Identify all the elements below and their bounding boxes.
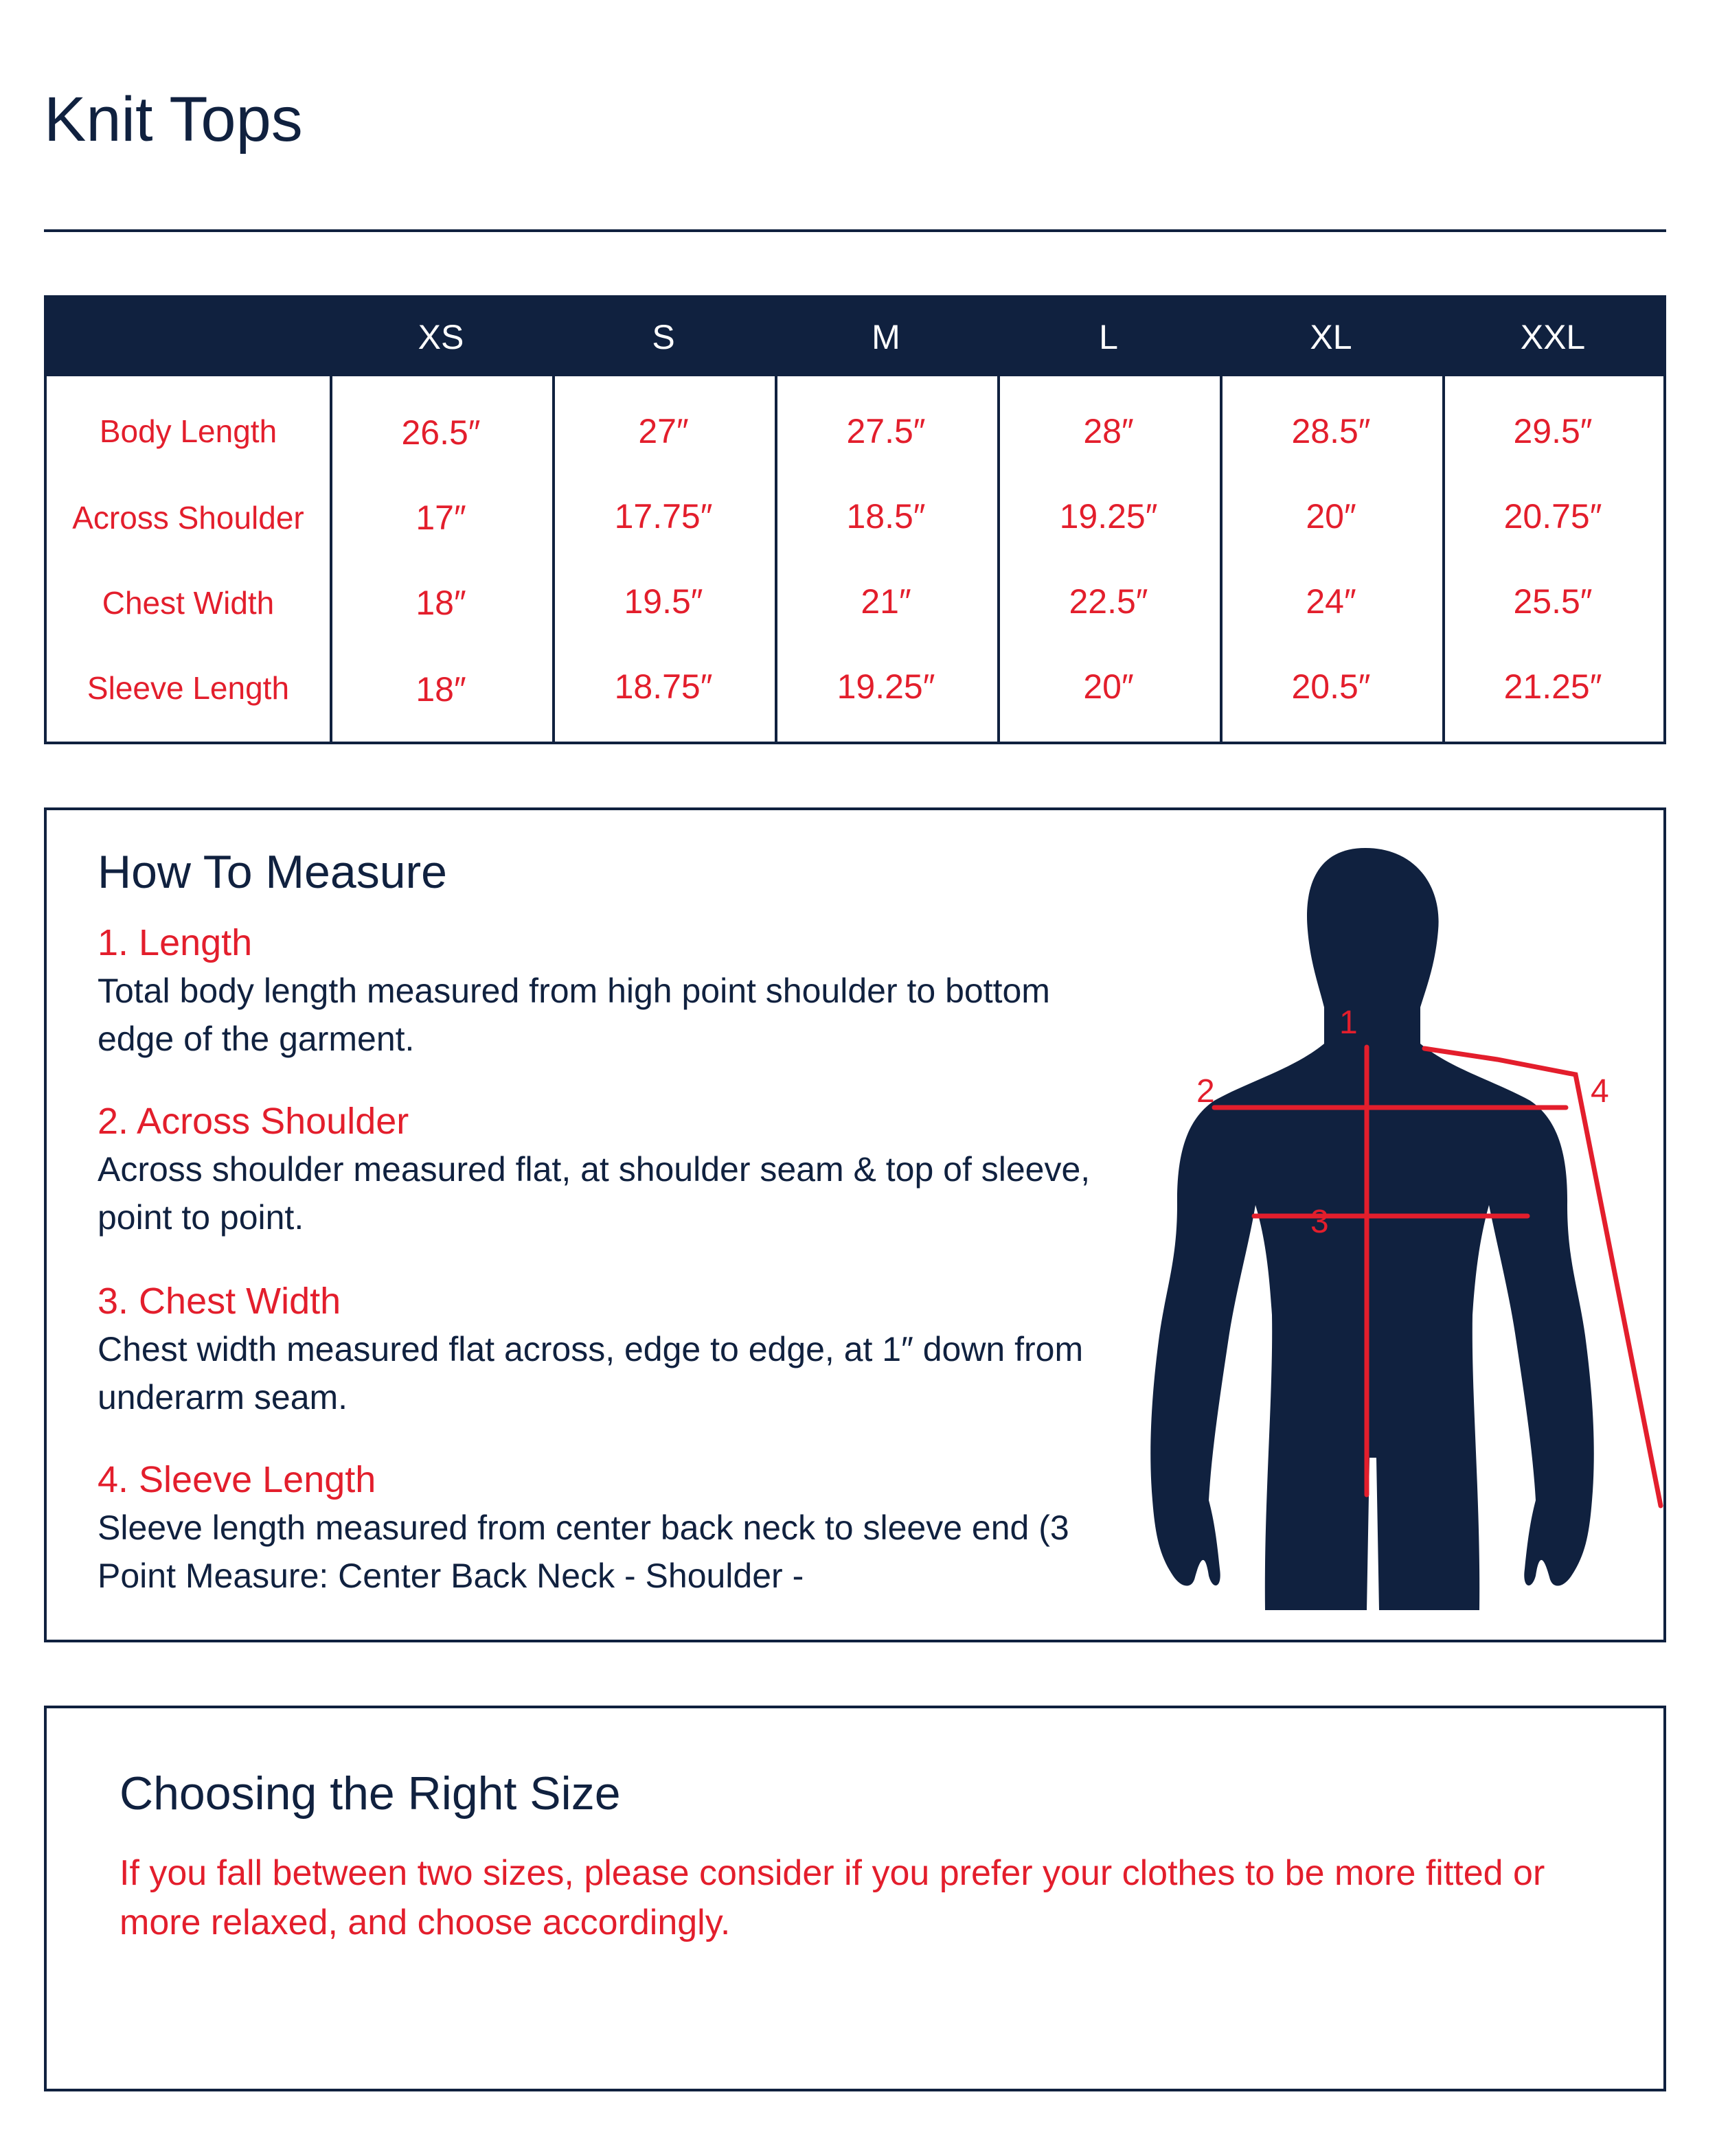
table-cell: 25.5″ <box>1513 582 1593 621</box>
step-title-length: 1. Length <box>98 922 253 963</box>
table-cell: 19.5″ <box>624 582 703 621</box>
table-cell: 20.5″ <box>1291 667 1371 706</box>
size-header-xl: XL <box>1310 318 1352 356</box>
table-cell: 17″ <box>416 498 466 537</box>
table-cell: 20″ <box>1083 667 1134 706</box>
table-cell: 20.75″ <box>1503 497 1602 536</box>
table-cell: 28″ <box>1083 412 1134 450</box>
marker-2: 2 <box>1196 1073 1215 1110</box>
table-cell: 24″ <box>1306 582 1356 621</box>
page-title: Knit Tops <box>44 84 303 154</box>
table-cell: 28.5″ <box>1291 412 1371 450</box>
marker-3: 3 <box>1310 1204 1329 1240</box>
choosing-size-text: If you fall between two sizes, please consider if you prefer your clothes to be more fitted or more relaxed, and choose accordingly. <box>120 1853 1545 1942</box>
step-description-length: Total body length measured from high point shoulder to bottom edge of the garment. <box>98 972 1050 1058</box>
marker-1: 1 <box>1339 1005 1358 1041</box>
row-label-sleeve-length: Sleeve Length <box>87 670 290 706</box>
table-cell: 17.75″ <box>614 497 713 536</box>
step-description-across-shoulder: Across shoulder measured flat, at shoulder seam & top of sleeve, point to point. <box>98 1150 1091 1237</box>
size-header-l: L <box>1099 318 1118 356</box>
table-cell: 29.5″ <box>1513 412 1593 450</box>
size-table-header <box>47 298 1663 376</box>
size-header-s: S <box>652 318 675 356</box>
title-divider <box>44 229 1666 232</box>
size-table <box>44 295 1666 744</box>
table-cell: 18.75″ <box>614 667 713 706</box>
table-cell: 27″ <box>638 412 689 450</box>
table-cell: 21.25″ <box>1503 667 1602 706</box>
how-to-measure-panel <box>44 807 1666 1642</box>
table-cell: 26.5″ <box>401 413 481 452</box>
row-label-chest-width: Chest Width <box>102 585 275 621</box>
size-header-m: M <box>872 318 900 356</box>
marker-4: 4 <box>1591 1073 1609 1110</box>
table-cell: 19.25″ <box>837 667 935 706</box>
how-to-measure-title: How To Measure <box>98 846 447 898</box>
table-cell: 18.5″ <box>846 497 926 536</box>
choosing-size-title: Choosing the Right Size <box>120 1767 621 1820</box>
table-cell: 27.5″ <box>846 412 926 450</box>
step-description-sleeve-length: Sleeve length measured from center back neck to sleeve end (3 Point Measure: Center Back Neck - Shoulder - <box>98 1509 1069 1595</box>
size-header-xxl: XXL <box>1520 318 1586 356</box>
row-label-body-length: Body Length <box>99 413 277 449</box>
table-cell: 18″ <box>416 584 466 622</box>
body-silhouette <box>1150 848 1594 1610</box>
table-cell: 21″ <box>861 582 911 621</box>
choosing-size-panel <box>44 1706 1666 2091</box>
table-cell: 19.25″ <box>1059 497 1158 536</box>
step-title-chest-width: 3. Chest Width <box>98 1281 341 1322</box>
body-silhouette-figure <box>1146 848 1668 1610</box>
table-cell: 20″ <box>1306 497 1356 536</box>
table-cell: 18″ <box>416 670 466 709</box>
row-label-across-shoulder: Across Shoulder <box>72 500 304 536</box>
table-cell: 22.5″ <box>1069 582 1148 621</box>
step-title-across-shoulder: 2. Across Shoulder <box>98 1101 409 1142</box>
step-title-sleeve-length: 4. Sleeve Length <box>98 1459 376 1500</box>
step-description-chest-width: Chest width measured flat across, edge to edge, at 1″ down from underarm seam. <box>98 1330 1084 1417</box>
size-header-xs: XS <box>418 318 464 356</box>
